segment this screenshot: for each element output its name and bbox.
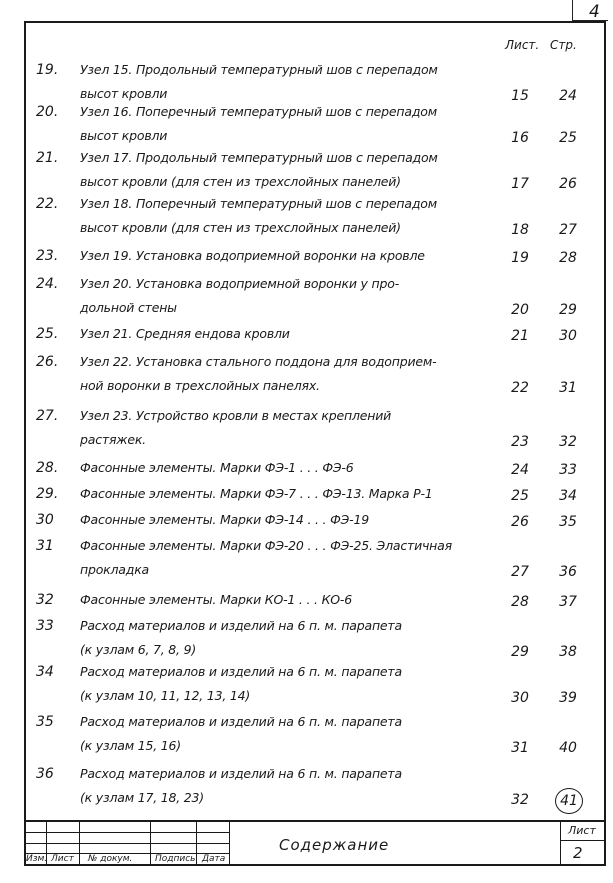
- document-title: Содержание: [279, 836, 390, 854]
- entry-page-number: 37: [559, 594, 577, 610]
- title-block-rule: [560, 840, 606, 841]
- title-block-rule: [79, 822, 80, 866]
- entry-page-number: 39: [559, 690, 577, 706]
- entry-text-line: Узел 20. Установка водоприемной воронки у про-: [80, 276, 399, 291]
- title-block: [24, 820, 606, 866]
- title-block-sheet-number: 2: [573, 844, 583, 862]
- entry-sheet-number: 29: [511, 644, 529, 660]
- entry-text-line: (к узлам 6, 7, 8, 9): [80, 642, 197, 657]
- entry-text-line: ной воронки в трехслойных панелях.: [80, 378, 320, 393]
- entry-sheet-number: 23: [511, 434, 529, 450]
- entry-page-number: 28: [559, 250, 577, 266]
- column-header-sheet: Лист.: [505, 38, 540, 52]
- entry-text-line: Фасонные элементы. Марки КО-1 . . . КО-6: [80, 592, 352, 607]
- entry-page-number: 32: [559, 434, 577, 450]
- entry-number: 33: [36, 618, 54, 634]
- title-block-sheet-label: Лист: [568, 824, 596, 837]
- entry-page-number: 25: [559, 130, 577, 146]
- entry-text-line: Расход материалов и изделий на 6 п. м. парапета: [80, 714, 402, 729]
- entry-text-line: дольной стены: [80, 300, 177, 315]
- entry-number: 31: [36, 538, 54, 554]
- entry-number: 23.: [36, 248, 59, 264]
- entry-sheet-number: 20: [511, 302, 529, 318]
- entry-page-number: 29: [559, 302, 577, 318]
- entry-number: 29.: [36, 486, 59, 502]
- entry-page-number: 33: [559, 462, 577, 478]
- entry-page-number: 35: [559, 514, 577, 530]
- title-block-label-date: Дата: [202, 854, 226, 864]
- entry-page-number: 36: [559, 564, 577, 580]
- entry-text-line: высот кровли: [80, 86, 168, 101]
- entry-text-line: Фасонные элементы. Марки ФЭ-14 . . . ФЭ-19: [80, 512, 370, 527]
- entry-text-line: растяжек.: [80, 432, 146, 447]
- entry-sheet-number: 19: [511, 250, 529, 266]
- entry-text-line: (к узлам 15, 16): [80, 738, 181, 753]
- entry-page-number: 30: [559, 328, 577, 344]
- entry-text-line: Узел 15. Продольный температурный шов с перепадом: [80, 62, 438, 77]
- entry-number: 24.: [36, 276, 59, 292]
- entry-text-line: Расход материалов и изделий на 6 п. м. парапета: [80, 766, 402, 781]
- entry-number: 28.: [36, 460, 59, 476]
- entry-text-line: Фасонные элементы. Марки ФЭ-20 . . . ФЭ-25. Эластичная: [80, 538, 452, 553]
- entry-text-line: Узел 23. Устройство кровли в местах креплений: [80, 408, 392, 423]
- entry-sheet-number: 31: [511, 740, 529, 756]
- entry-number: 20.: [36, 104, 59, 120]
- entry-text-line: (к узлам 17, 18, 23): [80, 790, 204, 805]
- entry-sheet-number: 18: [511, 222, 529, 238]
- entry-number: 25.: [36, 326, 59, 342]
- entry-number: 27.: [36, 408, 59, 424]
- title-block-label-change: Изм.: [26, 854, 48, 864]
- entry-number: 22.: [36, 196, 59, 212]
- title-block-rule: [196, 822, 197, 866]
- entry-text-line: Расход материалов и изделий на 6 п. м. парапета: [80, 664, 402, 679]
- entry-text-line: Фасонные элементы. Марки ФЭ-7 . . . ФЭ-13. Марка Р-1: [80, 486, 433, 501]
- column-header-page: Стр.: [550, 38, 577, 52]
- entry-text-line: Расход материалов и изделий на 6 п. м. парапета: [80, 618, 402, 633]
- entry-page-number: 24: [559, 88, 577, 104]
- entry-text-line: Узел 18. Поперечный температурный шов с перепадом: [80, 196, 437, 211]
- entry-page-number: 26: [559, 176, 577, 192]
- entry-text-line: высот кровли: [80, 128, 168, 143]
- entry-sheet-number: 24: [511, 462, 529, 478]
- title-block-label-signature: Подпись: [155, 854, 196, 864]
- entry-sheet-number: 15: [511, 88, 529, 104]
- entry-number: 36: [36, 766, 54, 782]
- entry-page-number: 31: [559, 380, 577, 396]
- title-block-label-sheet: Лист: [51, 854, 74, 864]
- title-block-label-doc-number: № докум.: [88, 854, 133, 864]
- entry-number: 30: [36, 512, 54, 528]
- entry-number: 19.: [36, 62, 59, 78]
- entry-text-line: Узел 16. Поперечный температурный шов с перепадом: [80, 104, 437, 119]
- entry-text-line: высот кровли (для стен из трехслойных панелей): [80, 174, 401, 189]
- entry-page-number: 38: [559, 644, 577, 660]
- entry-sheet-number: 26: [511, 514, 529, 530]
- entry-sheet-number: 28: [511, 594, 529, 610]
- entry-text-line: Узел 19. Установка водоприемной воронки на кровле: [80, 248, 425, 263]
- entry-sheet-number: 32: [511, 792, 529, 808]
- entry-number: 34: [36, 664, 54, 680]
- corner-tab-line: [572, 0, 573, 20]
- entry-number: 26.: [36, 354, 59, 370]
- entry-text-line: Узел 21. Средняя ендова кровли: [80, 326, 290, 341]
- entry-text-line: высот кровли (для стен из трехслойных панелей): [80, 220, 401, 235]
- title-block-rule: [24, 843, 229, 844]
- entry-sheet-number: 27: [511, 564, 529, 580]
- entry-number: 32: [36, 592, 54, 608]
- entry-text-line: (к узлам 10, 11, 12, 13, 14): [80, 688, 251, 703]
- entry-number: 35: [36, 714, 54, 730]
- entry-sheet-number: 16: [511, 130, 529, 146]
- title-block-rule: [229, 822, 230, 866]
- entry-text-line: Узел 17. Продольный температурный шов с перепадом: [80, 150, 438, 165]
- title-block-rule: [24, 832, 229, 833]
- entry-text-line: прокладка: [80, 562, 150, 577]
- entry-sheet-number: 22: [511, 380, 529, 396]
- entry-sheet-number: 25: [511, 488, 529, 504]
- title-block-rule: [150, 822, 151, 866]
- entry-sheet-number: 21: [511, 328, 529, 344]
- entry-sheet-number: 17: [511, 176, 529, 192]
- entry-text-line: Фасонные элементы. Марки ФЭ-1 . . . ФЭ-6: [80, 460, 354, 475]
- entry-sheet-number: 30: [511, 690, 529, 706]
- entry-page-number: 34: [559, 488, 577, 504]
- entry-number: 21.: [36, 150, 59, 166]
- entry-page-number: 27: [559, 222, 577, 238]
- entry-page-number: 41: [555, 788, 583, 814]
- title-block-rule: [560, 822, 561, 866]
- sheet-corner-number: 4: [589, 2, 600, 22]
- entry-text-line: Узел 22. Установка стального поддона для водоприем-: [80, 354, 437, 369]
- entry-page-number: 40: [559, 740, 577, 756]
